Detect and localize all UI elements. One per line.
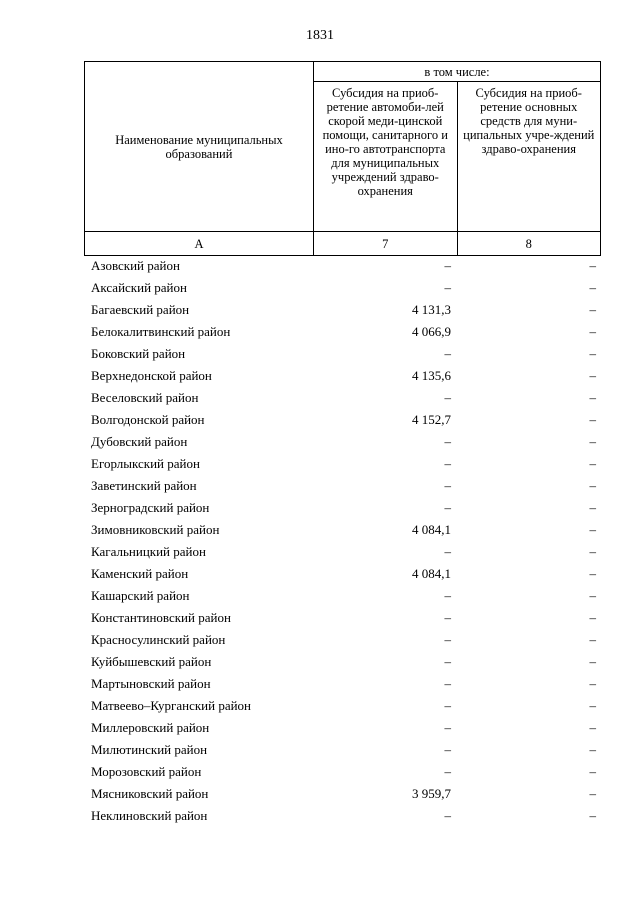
- municipality-name: Морозовский район: [91, 764, 202, 779]
- table-row: [84, 717, 601, 739]
- table-row: [84, 607, 601, 629]
- fixed-assets-subsidy-value: –: [589, 456, 596, 471]
- ambulance-subsidy-value: –: [444, 742, 451, 757]
- fixed-assets-subsidy-value: –: [589, 302, 596, 317]
- municipality-name: Багаевский район: [91, 302, 190, 317]
- column-code-a: А: [85, 232, 314, 256]
- ambulance-subsidy-value: 4 066,9: [412, 324, 451, 339]
- fixed-assets-subsidy-value: –: [589, 808, 596, 823]
- table-row: [84, 431, 601, 453]
- fixed-assets-subsidy-value: –: [589, 500, 596, 515]
- ambulance-subsidy-value: –: [444, 280, 451, 295]
- municipality-name: Зимовниковский район: [91, 522, 220, 537]
- municipality-name: Заветинский район: [91, 478, 197, 493]
- municipality-name: Красносулинский район: [91, 632, 226, 647]
- table-row: [84, 387, 601, 409]
- fixed-assets-subsidy-value: –: [589, 368, 596, 383]
- ambulance-subsidy-value: –: [444, 544, 451, 559]
- ambulance-subsidy-value: –: [444, 434, 451, 449]
- ambulance-subsidy-value: 4 131,3: [412, 302, 451, 317]
- ambulance-subsidy-value: –: [444, 346, 451, 361]
- ambulance-subsidy-value: –: [444, 720, 451, 735]
- fixed-assets-subsidy-value: –: [589, 412, 596, 427]
- fixed-assets-subsidy-value: –: [589, 390, 596, 405]
- table-row: [84, 497, 601, 519]
- fixed-assets-subsidy-value: –: [589, 632, 596, 647]
- municipality-column-header: Наименование муниципальных образований: [85, 62, 314, 232]
- ambulance-subsidy-value: –: [444, 390, 451, 405]
- municipality-name: Милютинский район: [91, 742, 208, 757]
- ambulance-subsidy-value: –: [444, 654, 451, 669]
- table-row: [84, 585, 601, 607]
- municipality-name: Мясниковский район: [91, 786, 209, 801]
- ambulance-subsidy-value: –: [444, 258, 451, 273]
- fixed-assets-subsidy-value: –: [589, 258, 596, 273]
- ambulance-subsidy-value: –: [444, 500, 451, 515]
- ambulance-subsidy-value: –: [444, 632, 451, 647]
- fixed-assets-subsidy-value: –: [589, 588, 596, 603]
- fixed-assets-subsidy-value: –: [589, 654, 596, 669]
- table-body: [84, 255, 601, 827]
- fixed-assets-subsidy-value: –: [589, 280, 596, 295]
- ambulance-subsidy-value: –: [444, 588, 451, 603]
- table-row: [84, 783, 601, 805]
- fixed-assets-subsidy-value: –: [589, 698, 596, 713]
- municipality-name: Куйбышевский район: [91, 654, 212, 669]
- table-row: [84, 673, 601, 695]
- municipality-name: Волгодонской район: [91, 412, 205, 427]
- fixed-assets-subsidy-value: –: [589, 764, 596, 779]
- column-code-8: 8: [457, 232, 601, 256]
- municipality-name: Зерноградский район: [91, 500, 210, 515]
- ambulance-subsidy-header: Субсидия на приоб-ретение автомоби-лей скорой меди-цинской помощи, санитарного и ино-го автотранспорта для муниципальных учреждений здраво-охранения: [314, 82, 458, 232]
- table-row: [84, 453, 601, 475]
- municipality-name: Аксайский район: [91, 280, 187, 295]
- column-code-7: 7: [314, 232, 458, 256]
- ambulance-subsidy-value: –: [444, 456, 451, 471]
- table-row: [84, 563, 601, 585]
- municipality-name: Неклиновский район: [91, 808, 208, 823]
- table-row: [84, 541, 601, 563]
- table-row: [84, 255, 601, 277]
- municipality-name: Дубовский район: [91, 434, 188, 449]
- table-row: [84, 519, 601, 541]
- table-row: [84, 695, 601, 717]
- fixed-assets-subsidy-value: –: [589, 434, 596, 449]
- table-row: [84, 299, 601, 321]
- table-row: [84, 761, 601, 783]
- municipality-name: Егорлыкский район: [91, 456, 200, 471]
- fixed-assets-subsidy-value: –: [589, 786, 596, 801]
- ambulance-subsidy-value: 4 084,1: [412, 522, 451, 537]
- ambulance-subsidy-value: –: [444, 808, 451, 823]
- table-row: [84, 629, 601, 651]
- fixed-assets-subsidy-value: –: [589, 742, 596, 757]
- fixed-assets-subsidy-value: –: [589, 544, 596, 559]
- table-row: [84, 365, 601, 387]
- table-header: [84, 61, 601, 256]
- municipality-name: Миллеровский район: [91, 720, 210, 735]
- ambulance-subsidy-value: –: [444, 478, 451, 493]
- page-number: 1831: [306, 28, 334, 43]
- table-row: [84, 739, 601, 761]
- municipality-name: Константиновский район: [91, 610, 231, 625]
- fixed-assets-subsidy-value: –: [589, 676, 596, 691]
- municipality-name: Кагальницкий район: [91, 544, 206, 559]
- fixed-assets-subsidy-header: Субсидия на приоб-ретение основных средств для муни-ципальных учре-ждений здраво-охранения: [457, 82, 601, 232]
- fixed-assets-subsidy-value: –: [589, 522, 596, 537]
- municipality-name: Боковский район: [91, 346, 186, 361]
- table-row: [84, 321, 601, 343]
- including-header: в том числе:: [314, 62, 601, 82]
- table-row: [84, 343, 601, 365]
- ambulance-subsidy-value: 4 135,6: [412, 368, 451, 383]
- municipality-name: Верхнедонской район: [91, 368, 212, 383]
- ambulance-subsidy-value: –: [444, 698, 451, 713]
- table-row: [84, 277, 601, 299]
- ambulance-subsidy-value: 3 959,7: [412, 786, 451, 801]
- fixed-assets-subsidy-value: –: [589, 566, 596, 581]
- municipality-name: Мартыновский район: [91, 676, 211, 691]
- municipality-name: Матвеево–Курганский район: [91, 698, 252, 713]
- fixed-assets-subsidy-value: –: [589, 346, 596, 361]
- table-row: [84, 409, 601, 431]
- fixed-assets-subsidy-value: –: [589, 478, 596, 493]
- table-row: [84, 651, 601, 673]
- fixed-assets-subsidy-value: –: [589, 324, 596, 339]
- municipality-name: Азовский район: [91, 258, 180, 273]
- ambulance-subsidy-value: –: [444, 764, 451, 779]
- ambulance-subsidy-value: 4 152,7: [412, 412, 451, 427]
- municipality-name: Белокалитвинский район: [91, 324, 231, 339]
- municipality-name: Веселовский район: [91, 390, 199, 405]
- fixed-assets-subsidy-value: –: [589, 610, 596, 625]
- municipality-name: Каменский район: [91, 566, 189, 581]
- ambulance-subsidy-value: –: [444, 676, 451, 691]
- fixed-assets-subsidy-value: –: [589, 720, 596, 735]
- ambulance-subsidy-value: –: [444, 610, 451, 625]
- table-row: [84, 805, 601, 827]
- ambulance-subsidy-value: 4 084,1: [412, 566, 451, 581]
- table-row: [84, 475, 601, 497]
- municipality-name: Кашарский район: [91, 588, 190, 603]
